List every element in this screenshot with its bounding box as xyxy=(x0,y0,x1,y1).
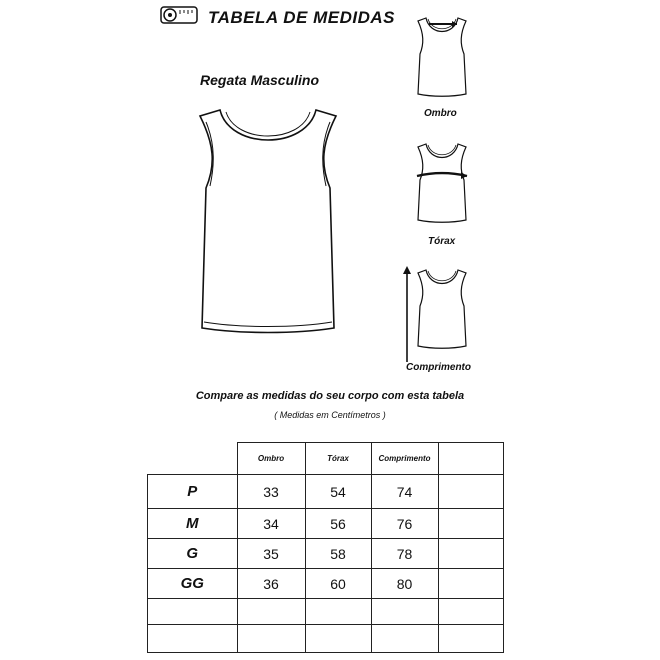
value-cell xyxy=(371,599,438,625)
value-cell: 54 xyxy=(305,475,371,509)
value-cell: 34 xyxy=(237,509,305,539)
table-row xyxy=(148,509,504,539)
size-label: M xyxy=(148,509,238,539)
table-row xyxy=(148,539,504,569)
measuring-tape-icon xyxy=(160,4,200,26)
units-note: ( Medidas em Centímetros ) xyxy=(274,410,386,420)
value-cell xyxy=(237,599,305,625)
size-label xyxy=(148,599,238,625)
value-cell xyxy=(438,539,503,569)
value-cell: 33 xyxy=(237,475,305,509)
value-cell xyxy=(438,509,503,539)
header-ombro: Ombro xyxy=(237,443,305,475)
value-cell: 60 xyxy=(305,569,371,599)
value-cell xyxy=(305,599,371,625)
value-cell: 58 xyxy=(305,539,371,569)
table-header-row xyxy=(148,443,504,475)
size-label xyxy=(148,625,238,653)
value-cell xyxy=(438,569,503,599)
value-cell: 74 xyxy=(371,475,438,509)
value-cell xyxy=(438,625,503,653)
table-row xyxy=(148,625,504,653)
value-cell xyxy=(438,475,503,509)
value-cell: 80 xyxy=(371,569,438,599)
shoulder-guide-illustration xyxy=(414,14,470,98)
header-torax: Tórax xyxy=(305,443,371,475)
value-cell: 78 xyxy=(371,539,438,569)
size-label: G xyxy=(148,539,238,569)
size-table xyxy=(147,442,504,653)
size-label: P xyxy=(148,475,238,509)
value-cell: 36 xyxy=(237,569,305,599)
length-arrow-icon xyxy=(402,266,412,362)
tank-top-illustration xyxy=(186,102,350,334)
page-title: TABELA DE MEDIDAS xyxy=(208,8,395,27)
compare-instruction: Compare as medidas do seu corpo com esta tabela xyxy=(195,390,465,402)
product-label: Regata Masculino xyxy=(200,72,320,88)
guide-label-comprimento: Comprimento xyxy=(406,362,471,373)
value-cell: 35 xyxy=(237,539,305,569)
value-cell xyxy=(438,599,503,625)
header-empty xyxy=(438,443,503,475)
guide-label-ombro: Ombro xyxy=(424,108,457,119)
value-cell: 56 xyxy=(305,509,371,539)
table-row xyxy=(148,599,504,625)
value-cell xyxy=(237,625,305,653)
table-row xyxy=(148,569,504,599)
value-cell: 76 xyxy=(371,509,438,539)
table-corner-cell xyxy=(148,443,238,475)
length-guide-illustration xyxy=(414,266,470,350)
size-label: GG xyxy=(148,569,238,599)
guide-label-torax: Tórax xyxy=(428,236,456,247)
chest-guide-illustration xyxy=(414,140,470,224)
table-row xyxy=(148,475,504,509)
header-comprimento: Comprimento xyxy=(371,443,438,475)
value-cell xyxy=(371,625,438,653)
value-cell xyxy=(305,625,371,653)
